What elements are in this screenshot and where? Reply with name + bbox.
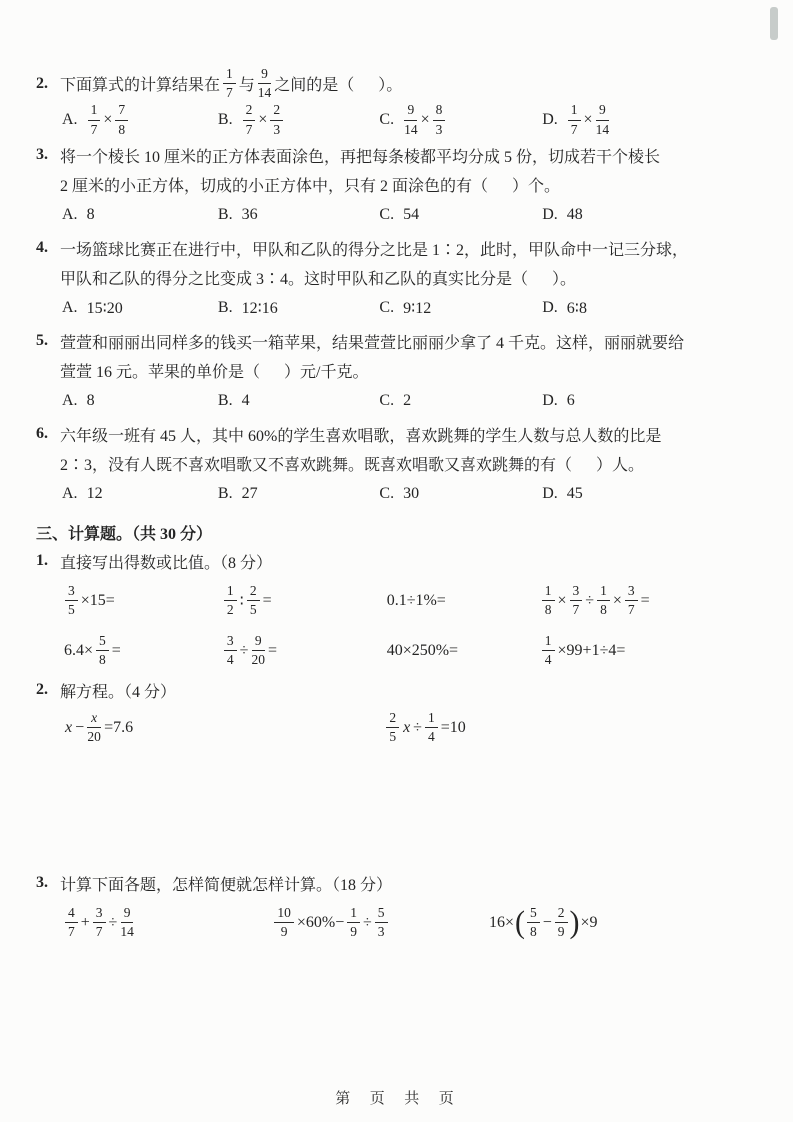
- fraction-numerator: 1: [224, 584, 237, 601]
- option: [62, 206, 218, 224]
- options-row: [36, 293, 755, 324]
- fraction-numerator: 3: [93, 906, 106, 923]
- question-line: [36, 66, 755, 101]
- fraction-numerator: 1: [542, 584, 555, 601]
- option-value: 48: [566, 206, 583, 224]
- fraction-numerator: 3: [570, 584, 583, 601]
- option-value: $\frac{1}{7}$ × $\frac{7}{8}$: [87, 102, 130, 137]
- option-label: C.: [379, 485, 395, 503]
- question-number: 3.: [36, 146, 48, 164]
- quick-calc-row: [36, 626, 755, 676]
- question-6: [36, 420, 755, 510]
- fraction: [542, 584, 555, 617]
- fraction: [404, 103, 418, 136]
- fraction-numerator: 5: [96, 634, 109, 651]
- option: [379, 392, 542, 410]
- options-row: [36, 479, 755, 510]
- option-label: D.: [542, 392, 558, 410]
- question-text: 下面算式的计算结果在 $\frac{1}{7}$ 与 $\frac{9}{14}$ 之间的是（ ）。: [60, 66, 403, 101]
- fraction-numerator: 1: [425, 711, 438, 728]
- calc-item: $\frac{3}{4}$ ÷ $\frac{9}{20}$ =: [223, 633, 387, 668]
- quick-calc-number: 1.: [36, 552, 48, 570]
- fraction-numerator: 2: [270, 103, 283, 120]
- fraction-denominator: 8: [600, 602, 607, 618]
- paren: ): [569, 904, 580, 940]
- fraction: [596, 103, 610, 136]
- fraction: [120, 906, 134, 939]
- question-line: [36, 234, 755, 263]
- option-value: 12∶16: [241, 300, 278, 318]
- simplify-calc-title: [36, 869, 755, 898]
- option-value: 54: [403, 206, 420, 224]
- fraction-denominator: 5: [249, 602, 257, 618]
- fraction-numerator: 4: [65, 906, 78, 923]
- question-text: 2 厘米的小正方体，切成的小正方体中，只有 2 面涂色的有（ ）个。: [60, 177, 561, 195]
- fraction: [223, 67, 236, 100]
- question-text: 2∶3，没有人既不喜欢唱歌又不喜欢跳舞。既喜欢唱歌又喜欢跳舞的有（ ）人。: [60, 456, 645, 474]
- option-label: A.: [62, 392, 78, 410]
- fraction-denominator: 9: [557, 924, 565, 940]
- fraction-numerator: 1: [597, 584, 610, 601]
- expression: $\frac{4}{7}$ + $\frac{3}{7}$ ÷ $\frac{9}{14}$: [64, 905, 273, 940]
- fraction-denominator: 14: [120, 924, 134, 940]
- fraction: [386, 711, 399, 744]
- fraction-numerator: 2: [247, 584, 260, 601]
- fraction-denominator: 2: [226, 602, 234, 618]
- option-value: 15∶20: [86, 300, 123, 318]
- fraction-denominator: 8: [529, 924, 537, 940]
- fraction-numerator: 9: [258, 67, 271, 84]
- fraction-denominator: 8: [544, 602, 552, 618]
- option-label: C.: [379, 299, 395, 317]
- option: [62, 392, 218, 410]
- fraction-numerator: 1: [88, 103, 101, 120]
- blank-workspace: [36, 751, 755, 869]
- equations-area: [36, 705, 755, 751]
- option-label: D.: [542, 111, 558, 129]
- option-value: $\frac{9}{14}$ × $\frac{8}{3}$: [403, 102, 446, 137]
- fraction-numerator: x: [87, 711, 101, 728]
- option: [542, 392, 755, 410]
- fraction: [93, 906, 106, 939]
- option-label: B.: [217, 392, 233, 410]
- fraction: [251, 634, 265, 667]
- fraction-denominator: 3: [273, 121, 281, 137]
- simplify-calc-number: 3.: [36, 874, 48, 892]
- fraction: [542, 634, 555, 667]
- expressions-area: [36, 898, 755, 948]
- fraction-numerator: 2: [555, 906, 568, 923]
- option-value: 45: [566, 485, 583, 503]
- fraction: [247, 584, 260, 617]
- option-label: B.: [217, 206, 233, 224]
- fraction: [347, 906, 360, 939]
- fraction-numerator: 9: [404, 103, 417, 120]
- option-value: 9∶12: [403, 300, 432, 318]
- equation: x − $\frac{x}{20}$ =7.6: [65, 710, 134, 745]
- option-value: 4: [241, 392, 250, 410]
- question-text: 六年级一班有 45 人，其中 60%的学生喜欢唱歌，喜欢跳舞的学生人数与总人数的比是: [60, 427, 662, 445]
- fraction-denominator: 20: [87, 729, 101, 745]
- option-value: 36: [241, 206, 258, 224]
- option-label: A.: [62, 111, 78, 129]
- question-number: 6.: [36, 425, 48, 443]
- fraction-numerator: 9: [252, 634, 265, 651]
- question-5: [36, 327, 755, 417]
- fraction-numerator: 1: [542, 634, 555, 651]
- option-value: 8: [86, 392, 95, 410]
- question-2: [36, 66, 755, 138]
- simplify-calc-text: 计算下面各题，怎样简便就怎样计算。（18 分）: [60, 876, 393, 894]
- options-row: [36, 386, 755, 417]
- fraction-numerator: 5: [375, 906, 388, 923]
- fraction-numerator: 3: [625, 584, 638, 601]
- fraction: [570, 584, 583, 617]
- question-text: 一场篮球比赛正在进行中，甲队和乙队的得分之比是 1∶2，此时，甲队命中一记三分球，: [60, 241, 689, 259]
- option-label: A.: [62, 485, 78, 503]
- fraction: [270, 103, 283, 136]
- solve-equations-text: 解方程。（4 分）: [60, 683, 177, 701]
- fraction: [87, 711, 101, 744]
- fraction-denominator: 7: [226, 85, 233, 101]
- fraction-numerator: 2: [243, 103, 256, 120]
- fraction-numerator: 9: [121, 906, 134, 923]
- option-label: B.: [217, 299, 233, 317]
- scrollbar-thumb[interactable]: [770, 7, 778, 40]
- option-value: 2: [403, 392, 412, 410]
- fraction-denominator: 7: [95, 924, 103, 940]
- option-label: A.: [62, 299, 78, 317]
- fraction: [375, 906, 388, 939]
- option: [379, 298, 542, 318]
- quick-calc-text: 直接写出得数或比值。（8 分）: [60, 554, 273, 572]
- multiple-choice-questions: [36, 66, 755, 510]
- expressions-row: [36, 898, 755, 948]
- fraction: [274, 906, 294, 939]
- question-line: [36, 420, 755, 449]
- option-value: 8: [86, 206, 95, 224]
- fraction-denominator: 14: [257, 85, 272, 101]
- fraction-numerator: 9: [596, 103, 609, 120]
- equation: $\frac{2}{5}$ x ÷ $\frac{1}{4}$ =10: [385, 710, 755, 745]
- question-line: [36, 449, 755, 478]
- question-line: [36, 356, 755, 385]
- option-label: C.: [379, 206, 395, 224]
- option: [542, 206, 755, 224]
- fraction-denominator: 7: [627, 602, 635, 618]
- fraction-denominator: 7: [570, 121, 578, 137]
- fraction-denominator: 4: [544, 652, 552, 668]
- option: [62, 102, 218, 137]
- option-label: C.: [379, 111, 395, 129]
- fraction: [224, 584, 237, 617]
- fraction-denominator: 14: [404, 121, 418, 137]
- question-line: [36, 141, 755, 170]
- option-value: 6∶8: [566, 300, 587, 318]
- option-label: D.: [542, 206, 558, 224]
- option-label: B.: [217, 485, 233, 503]
- fraction-denominator: 8: [99, 652, 106, 668]
- page-footer: 第 页 共 页: [335, 1091, 458, 1107]
- expression: $\frac{10}{9}$ ×60%− $\frac{1}{9}$ ÷ $\frac{5}{3}$: [273, 905, 489, 940]
- fraction: [527, 906, 540, 939]
- option-label: C.: [379, 392, 395, 410]
- fraction-numerator: 10: [274, 906, 294, 923]
- fraction: [88, 103, 101, 136]
- fraction: [433, 103, 446, 136]
- fraction-denominator: 4: [226, 652, 234, 668]
- option: [542, 102, 755, 137]
- fraction-denominator: 7: [68, 924, 75, 940]
- question-line: [36, 327, 755, 356]
- fraction-denominator: 14: [595, 121, 610, 137]
- fraction: [625, 584, 638, 617]
- fraction-denominator: 5: [389, 729, 397, 745]
- paren: (: [514, 904, 525, 940]
- calc-item: 40×250%=: [386, 641, 459, 659]
- option-value: 27: [241, 485, 258, 503]
- fraction: [224, 634, 237, 667]
- fraction-numerator: 1: [223, 67, 236, 84]
- option: [218, 102, 379, 137]
- calc-item: 6.4× $\frac{5}{8}$ =: [64, 633, 121, 668]
- expression: 16× ( $\frac{5}{8}$ − $\frac{2}{9}$ ) ×9: [488, 904, 598, 940]
- option: [62, 485, 218, 503]
- calc-item: $\frac{3}{5}$ ×15=: [64, 583, 223, 618]
- option: [218, 485, 379, 503]
- option-label: D.: [542, 299, 558, 317]
- question-text: 甲队和乙队的得分之比变成 3∶4。这时甲队和乙队的真实比分是（ ）。: [60, 270, 577, 288]
- fraction-denominator: 7: [90, 121, 98, 137]
- option: [542, 485, 755, 503]
- fraction-numerator: 1: [568, 103, 581, 120]
- fraction-denominator: 7: [245, 121, 253, 137]
- fraction-numerator: 1: [347, 906, 360, 923]
- quick-calc-items: [36, 576, 755, 676]
- fraction-numerator: 3: [224, 634, 237, 651]
- equations-row: [36, 705, 755, 751]
- option-value: $\frac{2}{7}$ × $\frac{2}{3}$: [242, 102, 285, 137]
- option-value: 30: [403, 485, 420, 503]
- fraction: [65, 584, 78, 617]
- option: [379, 102, 542, 137]
- fraction-numerator: 7: [115, 103, 128, 120]
- question-4: [36, 234, 755, 324]
- fraction-numerator: 5: [527, 906, 540, 923]
- fraction: [65, 906, 78, 939]
- fraction-denominator: 20: [251, 652, 265, 668]
- question-line: [36, 170, 755, 199]
- calc-item: $\frac{1}{4}$ ×99+1÷4=: [541, 633, 755, 668]
- question-line: [36, 263, 755, 292]
- option: [542, 298, 755, 318]
- option-label: A.: [62, 206, 78, 224]
- question-number: 5.: [36, 332, 48, 350]
- fraction-denominator: 4: [427, 729, 435, 745]
- fraction: [555, 906, 568, 939]
- calc-item: 0.1÷1%=: [386, 591, 446, 609]
- fraction: [243, 103, 256, 136]
- solve-equations-number: 2.: [36, 681, 48, 699]
- options-row: [36, 102, 755, 137]
- fraction: [425, 711, 438, 744]
- solve-equations-title: [36, 676, 755, 705]
- question-text: 将一个棱长 10 厘米的正方体表面涂色，再把每条棱都平均分成 5 份，切成若干个棱长: [60, 148, 661, 166]
- quick-calc-title: [36, 547, 755, 576]
- fraction-denominator: 7: [572, 602, 580, 618]
- option: [218, 206, 379, 224]
- fraction: [115, 103, 128, 136]
- option-label: B.: [217, 111, 233, 129]
- question-3: [36, 141, 755, 231]
- quick-calc-row: [36, 576, 755, 626]
- fraction-denominator: 9: [350, 924, 357, 940]
- fraction: [96, 634, 109, 667]
- fraction: [597, 584, 610, 617]
- option-label: D.: [542, 485, 558, 503]
- fraction: [568, 103, 581, 136]
- fraction: [258, 67, 272, 100]
- fraction-numerator: 3: [65, 584, 78, 601]
- fraction-denominator: 5: [68, 602, 75, 618]
- fraction-denominator: 8: [118, 121, 126, 137]
- option-value: 6: [566, 392, 575, 410]
- fraction-denominator: 3: [435, 121, 443, 137]
- options-row: [36, 200, 755, 231]
- fraction-numerator: 2: [386, 711, 399, 728]
- option: [379, 206, 542, 224]
- option-value: $\frac{1}{7}$ × $\frac{9}{14}$: [567, 102, 610, 137]
- fraction-denominator: 9: [280, 924, 288, 940]
- option: [218, 392, 379, 410]
- calc-item: $\frac{1}{2}$ ∶ $\frac{2}{5}$ =: [223, 583, 387, 618]
- section-three-title: 三、计算题。（共 30 分）: [36, 525, 213, 543]
- question-number: 2.: [36, 74, 48, 92]
- calc-item: $\frac{1}{8}$ × $\frac{3}{7}$ ÷ $\frac{1}{8}$ × $\frac{3}{7}$ =: [541, 583, 755, 618]
- fraction-denominator: 3: [377, 924, 385, 940]
- question-text: 萱萱和丽丽出同样多的钱买一箱苹果，结果萱萱比丽丽少拿了 4 千克。这样，丽丽就要给: [60, 334, 685, 352]
- option: [62, 298, 218, 318]
- option: [218, 298, 379, 318]
- question-text: 萱萱 16 元。苹果的单价是（ ）元/千克。: [60, 363, 369, 381]
- option: [379, 485, 542, 503]
- fraction-numerator: 8: [433, 103, 446, 120]
- option-value: 12: [86, 485, 103, 503]
- question-number: 4.: [36, 239, 48, 257]
